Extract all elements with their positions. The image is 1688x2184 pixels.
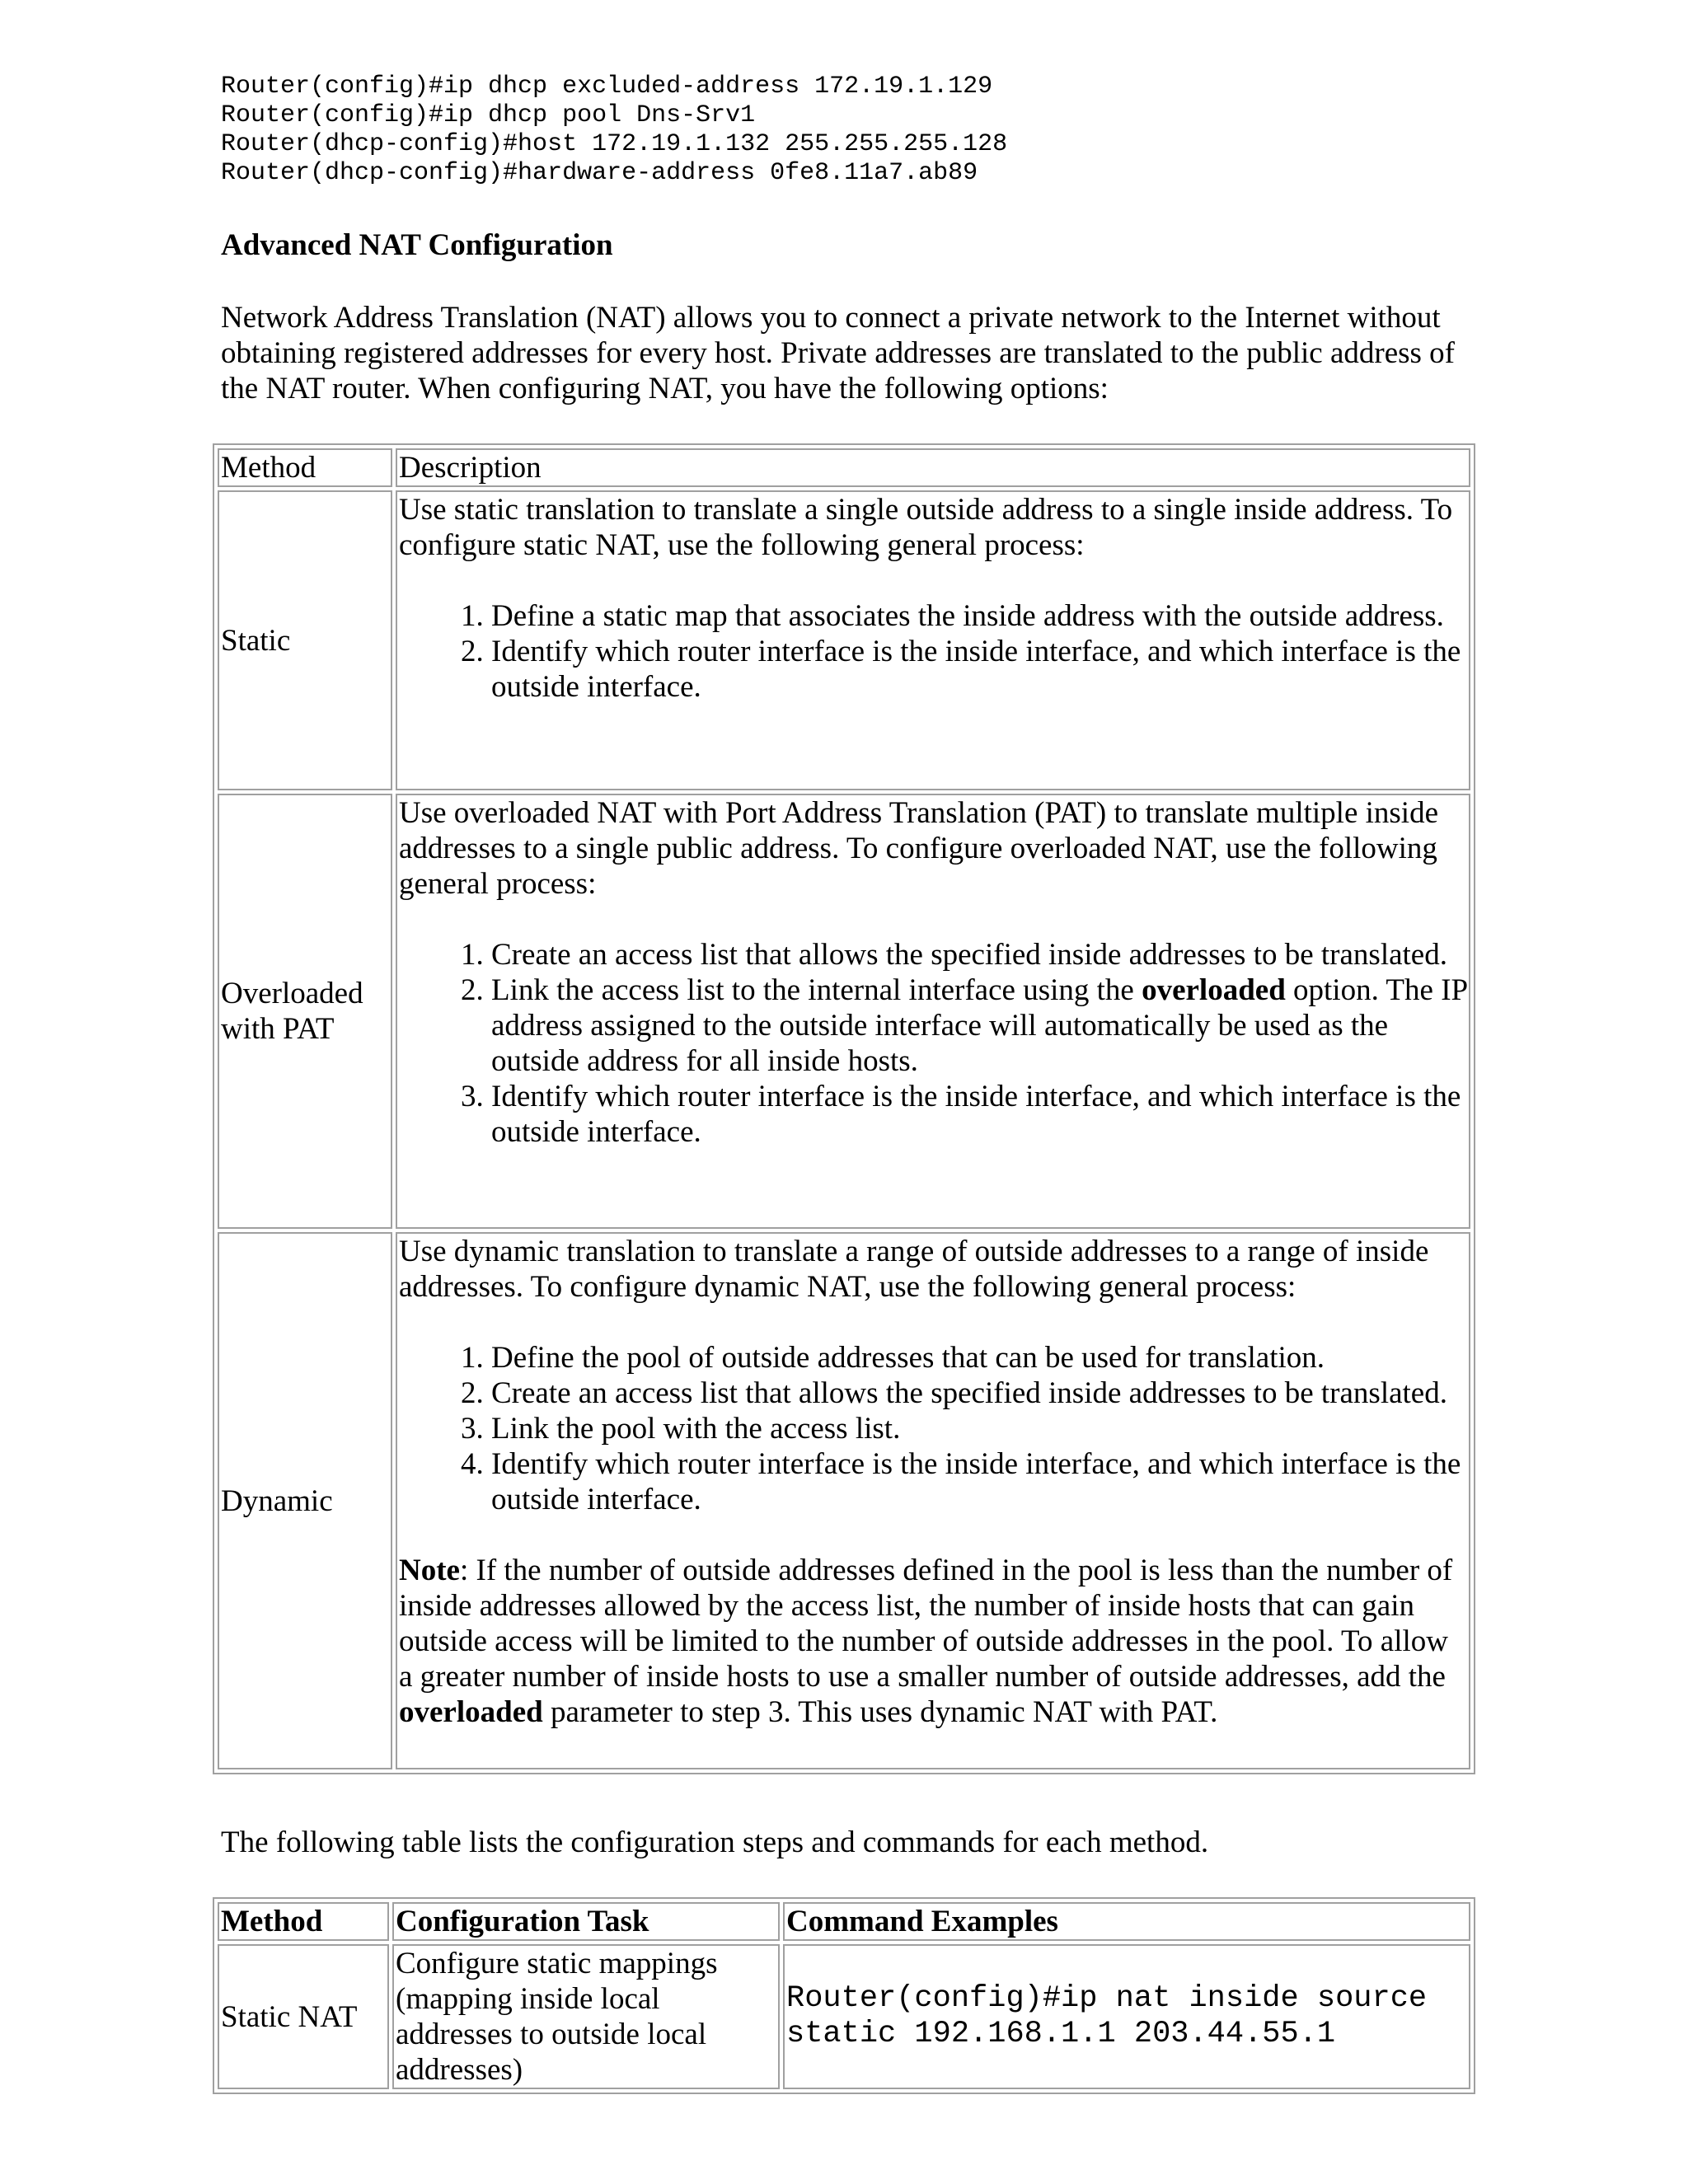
description-cell xyxy=(396,1232,1470,1769)
header-cell-commands: Command Examples xyxy=(783,1902,1470,1941)
list-item: 3. Identify which router interface is the inside interface, and which interface is the outside interface. xyxy=(491,1079,1467,1150)
steps-list xyxy=(399,1340,1467,1517)
description-lead: Use overloaded NAT with Port Address Translation (PAT) to translate multiple inside addresses to a single public address. To configure overloaded NAT, use the following general process: xyxy=(399,796,1438,901)
task-cell: Configure static mappings (mapping inside local addresses to outside local addresses) xyxy=(392,1944,780,2089)
intro-paragraph: Network Address Translation (NAT) allows you to connect a private network to the Internet without obtaining registered addresses for every host. Private addresses are translated to the public address of the NAT router. When configuring NAT, you have the following options: xyxy=(221,301,1455,405)
note-paragraph xyxy=(399,1553,1467,1730)
method-cell: Overloaded with PAT xyxy=(218,794,392,1229)
step-text: option. The IP address assigned to the outside interface will automatically be used as the outside address for all inside hosts. xyxy=(491,973,1467,1078)
table-row xyxy=(218,794,1470,1229)
bold-keyword: overloaded xyxy=(1142,973,1286,1007)
list-item: 2. Identify which router interface is the inside interface, and which interface is the outside interface. xyxy=(491,634,1467,705)
header-cell-task: Configuration Task xyxy=(392,1902,780,1941)
table-header-row xyxy=(218,1902,1470,1941)
description-lead: Use static translation to translate a single outside address to a single inside address. To configure static NAT, use the following general process: xyxy=(399,493,1453,562)
note-label: Note xyxy=(399,1554,460,1587)
code-block xyxy=(221,73,1007,188)
description-lead: Use dynamic translation to translate a range of outside addresses to a range of inside addresses. To configure dynamic NAT, use the following general process: xyxy=(399,1235,1429,1304)
list-item: 1. Define the pool of outside addresses that can be used for translation. xyxy=(491,1340,1467,1376)
table-row xyxy=(218,490,1470,790)
list-item: 1. Define a static map that associates the inside address with the outside address. xyxy=(491,598,1467,634)
list-item: 1. Create an access list that allows the specified inside addresses to be translated. xyxy=(491,937,1467,972)
code-line: Router(dhcp-config)#host 172.19.1.132 255.255.255.128 xyxy=(221,130,1008,158)
config-commands-table xyxy=(213,1897,1475,2094)
method-cell: Static xyxy=(218,490,392,790)
method-cell: Dynamic xyxy=(218,1232,392,1769)
table-row xyxy=(218,1944,1470,2089)
table2-intro: The following table lists the configuration steps and commands for each method. xyxy=(221,1825,1209,1859)
code-line: Router(dhcp-config)#hardware-address 0fe8.11a7.ab89 xyxy=(221,159,978,187)
nat-methods-table xyxy=(213,443,1475,1774)
section-heading: Advanced NAT Configuration xyxy=(221,228,613,262)
list-item: 3. Link the pool with the access list. xyxy=(491,1411,1467,1446)
steps-list xyxy=(399,937,1467,1150)
method-cell: Static NAT xyxy=(218,1944,389,2089)
header-cell-description: Description xyxy=(396,448,1470,487)
table-header-row xyxy=(218,448,1470,487)
code-line: Router(config)#ip dhcp excluded-address 172.19.1.129 xyxy=(221,73,993,101)
step-text: Link the access list to the internal interface using the xyxy=(491,973,1142,1007)
header-cell-method: Method xyxy=(218,448,392,487)
steps-list xyxy=(399,598,1467,705)
list-item: 2. Create an access list that allows the specified inside addresses to be translated. xyxy=(491,1376,1467,1411)
note-text: parameter to step 3. This uses dynamic NAT with PAT. xyxy=(542,1695,1218,1729)
code-line: Router(config)#ip dhcp pool Dns-Srv1 xyxy=(221,101,756,129)
table-row xyxy=(218,1232,1470,1769)
bold-keyword: overloaded xyxy=(399,1695,543,1729)
command-cell: Router(config)#ip nat inside source static 192.168.1.1 203.44.55.1 xyxy=(783,1944,1470,2089)
list-item xyxy=(491,972,1467,1079)
note-text: : If the number of outside addresses defined in the pool is less than the number of inside addresses allowed by the access list, the number of inside hosts that can gain outside access will be limited to the number of outside addresses in the pool. To allow a greater number of inside hosts to use a smaller number of outside addresses, add the xyxy=(399,1554,1453,1694)
description-cell xyxy=(396,490,1470,790)
header-cell-method: Method xyxy=(218,1902,389,1941)
description-cell xyxy=(396,794,1470,1229)
list-item: 4. Identify which router interface is the inside interface, and which interface is the outside interface. xyxy=(491,1446,1467,1517)
